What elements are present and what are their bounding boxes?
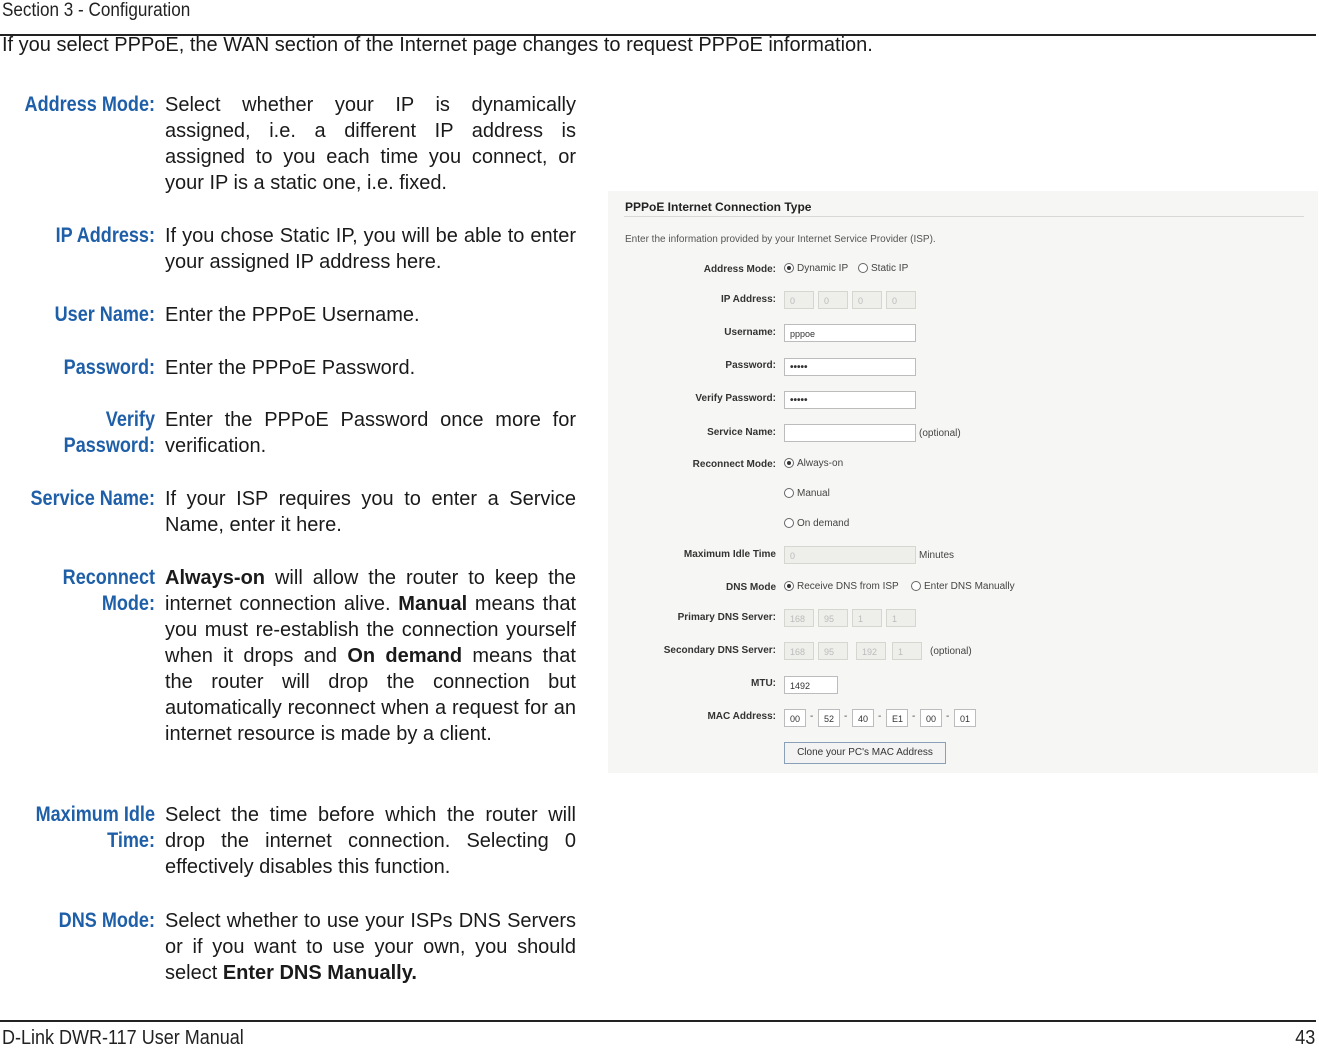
- term-label: Address Mode:: [24, 93, 155, 116]
- radio-label: Dynamic IP: [797, 263, 849, 274]
- reconnect-on-demand[interactable]: [784, 518, 849, 529]
- term-description: If you chose Static IP, you will be able to enter your assigned IP address here.: [165, 225, 576, 273]
- radio-selected-icon[interactable]: [784, 458, 794, 468]
- term-description: [165, 565, 576, 747]
- primary-dns-octet-3[interactable]: 1: [852, 609, 882, 627]
- service-name-label: Service Name:: [707, 427, 776, 438]
- term-label: User Name:: [54, 303, 155, 326]
- term-password: [0, 355, 580, 407]
- footer-manual-title: D-Link DWR-117 User Manual: [2, 1027, 244, 1049]
- term-description: Enter the PPPoE Username.: [165, 304, 420, 326]
- term-label-line: Maximum Idle: [35, 803, 155, 826]
- max-idle-label: Maximum Idle Time: [683, 549, 776, 560]
- term-label: DNS Mode:: [58, 909, 156, 932]
- intro-text: If you select PPPoE, the WAN section of the Internet page changes to request PPPoE information.: [2, 34, 873, 56]
- mac-separator: -: [946, 711, 950, 722]
- address-mode-static[interactable]: [858, 263, 908, 274]
- mtu-label: MTU:: [751, 678, 776, 689]
- bold-term: Always-on: [165, 567, 266, 589]
- term-dns-mode: [0, 908, 580, 988]
- primary-dns-label: Primary DNS Server:: [677, 612, 776, 623]
- mac-octet-3[interactable]: 40: [852, 709, 874, 727]
- radio-label: Receive DNS from ISP: [797, 581, 899, 592]
- service-name-input[interactable]: [784, 424, 916, 442]
- primary-dns-octet-2[interactable]: 95: [818, 609, 848, 627]
- radio-icon[interactable]: [858, 263, 868, 273]
- bottom-rule: [0, 1020, 1316, 1022]
- term-label: Password:: [63, 356, 155, 379]
- mac-separator: -: [844, 711, 848, 722]
- desc-text: means that the router will drop the connection but automatically reconnect when a request for an internet resource is made by a client.: [165, 645, 576, 745]
- term-ip-address: [0, 223, 580, 302]
- verify-password-label: Verify Password:: [695, 393, 776, 404]
- desc-text: means that you must re-establish the connection yourself when it drops and: [165, 593, 576, 667]
- term-service-name: [0, 486, 580, 565]
- secondary-dns-label: Secondary DNS Server:: [663, 645, 776, 656]
- term-label-line: Reconnect: [62, 566, 155, 589]
- mac-address-label: MAC Address:: [707, 711, 776, 722]
- term-label: IP Address:: [55, 224, 155, 247]
- address-mode-dynamic[interactable]: [784, 263, 848, 274]
- pppoe-settings-screenshot: [608, 191, 1318, 773]
- radio-icon[interactable]: [784, 518, 794, 528]
- reconnect-always-on[interactable]: [784, 458, 843, 469]
- term-label: [22, 565, 155, 617]
- mac-octet-6[interactable]: 01: [954, 709, 976, 727]
- secondary-dns-optional-note: (optional): [930, 646, 972, 657]
- term-description: Enter the PPPoE Password.: [165, 357, 416, 379]
- radio-icon[interactable]: [784, 488, 794, 498]
- clone-mac-button[interactable]: Clone your PC's MAC Address: [784, 742, 946, 764]
- password-label: Password:: [725, 360, 776, 371]
- term-description: Enter the PPPoE Password once more for verification.: [165, 409, 576, 457]
- secondary-dns-octet-2[interactable]: 95: [818, 642, 848, 660]
- term-description: Select whether your IP is dynamically assigned, i.e. a different IP address is assigned to you each time you connect, or your IP is a static one, i.e. fixed.: [165, 94, 576, 194]
- page-number: 43: [1294, 1027, 1315, 1049]
- term-list: [0, 92, 580, 988]
- ip-octet-4[interactable]: 0: [886, 291, 916, 309]
- bold-term: Manual: [398, 593, 468, 615]
- secondary-dns-octet-3[interactable]: 192: [856, 642, 886, 660]
- radio-selected-icon[interactable]: [784, 581, 794, 591]
- max-idle-input[interactable]: 0: [784, 546, 916, 564]
- term-reconnect-mode: [0, 565, 580, 802]
- dns-enter-manually[interactable]: [911, 581, 1015, 592]
- term-description: Select the time before which the router will drop the internet connection. Selecting 0 effectively disables this function.: [165, 804, 576, 878]
- mac-octet-2[interactable]: 52: [818, 709, 840, 727]
- password-input[interactable]: •••••: [784, 358, 916, 376]
- primary-dns-octet-4[interactable]: 1: [886, 609, 916, 627]
- primary-dns-octet-1[interactable]: 168: [784, 609, 814, 627]
- term-user-name: [0, 302, 580, 355]
- term-address-mode: [0, 92, 580, 223]
- section-header: Section 3 - Configuration: [2, 0, 191, 21]
- reconnect-manual[interactable]: [784, 488, 830, 499]
- desc-text: will allow the router to keep the internet connection alive.: [165, 567, 576, 615]
- username-label: Username:: [724, 327, 776, 338]
- term-verify-password: [0, 407, 580, 486]
- screenshot-divider: [624, 216, 1304, 217]
- term-description: [165, 908, 576, 986]
- term-label: Verify Password:: [63, 408, 155, 457]
- mtu-input[interactable]: 1492: [784, 676, 838, 694]
- verify-password-input[interactable]: •••••: [784, 391, 916, 409]
- mac-octet-5[interactable]: 00: [920, 709, 942, 727]
- secondary-dns-octet-1[interactable]: 168: [784, 642, 814, 660]
- term-max-idle-time: [0, 802, 580, 908]
- service-name-optional-note: (optional): [919, 428, 961, 439]
- username-input[interactable]: pppoe: [784, 324, 916, 342]
- reconnect-mode-label: Reconnect Mode:: [692, 459, 776, 470]
- desc-text: Select whether to use your ISPs DNS Servers or if you want to use your own, you should select: [165, 910, 576, 984]
- term-label-line: Time:: [107, 829, 155, 852]
- secondary-dns-octet-4[interactable]: 1: [892, 642, 922, 660]
- screenshot-intro: Enter the information provided by your Internet Service Provider (ISP).: [625, 234, 936, 245]
- screenshot-title: PPPoE Internet Connection Type: [625, 200, 812, 214]
- ip-address-label: IP Address:: [720, 294, 776, 305]
- bold-term: Enter DNS Manually.: [222, 962, 417, 984]
- ip-octet-1[interactable]: 0: [784, 291, 814, 309]
- dns-receive-from-isp[interactable]: [784, 581, 899, 592]
- dns-mode-label: DNS Mode: [726, 582, 776, 593]
- ip-octet-2[interactable]: 0: [818, 291, 848, 309]
- mac-separator: -: [912, 711, 916, 722]
- address-mode-label: Address Mode:: [703, 264, 776, 275]
- max-idle-unit: Minutes: [919, 550, 955, 561]
- radio-label: Manual: [797, 488, 830, 499]
- radio-icon[interactable]: [911, 581, 921, 591]
- term-label: Service Name:: [30, 487, 156, 510]
- mac-octet-4[interactable]: E1: [886, 709, 908, 727]
- mac-separator: -: [810, 711, 814, 722]
- radio-label: Enter DNS Manually: [924, 581, 1015, 592]
- term-label: [22, 802, 155, 854]
- radio-selected-icon[interactable]: [784, 263, 794, 273]
- mac-separator: -: [878, 711, 882, 722]
- radio-label: On demand: [797, 518, 850, 529]
- ip-octet-3[interactable]: 0: [852, 291, 882, 309]
- term-description: If your ISP requires you to enter a Service Name, enter it here.: [165, 488, 576, 536]
- bold-term: On demand: [347, 645, 463, 667]
- term-label-line: Mode:: [101, 592, 155, 615]
- radio-label: Always-on: [797, 458, 844, 469]
- radio-label: Static IP: [871, 263, 909, 274]
- mac-octet-1[interactable]: 00: [784, 709, 806, 727]
